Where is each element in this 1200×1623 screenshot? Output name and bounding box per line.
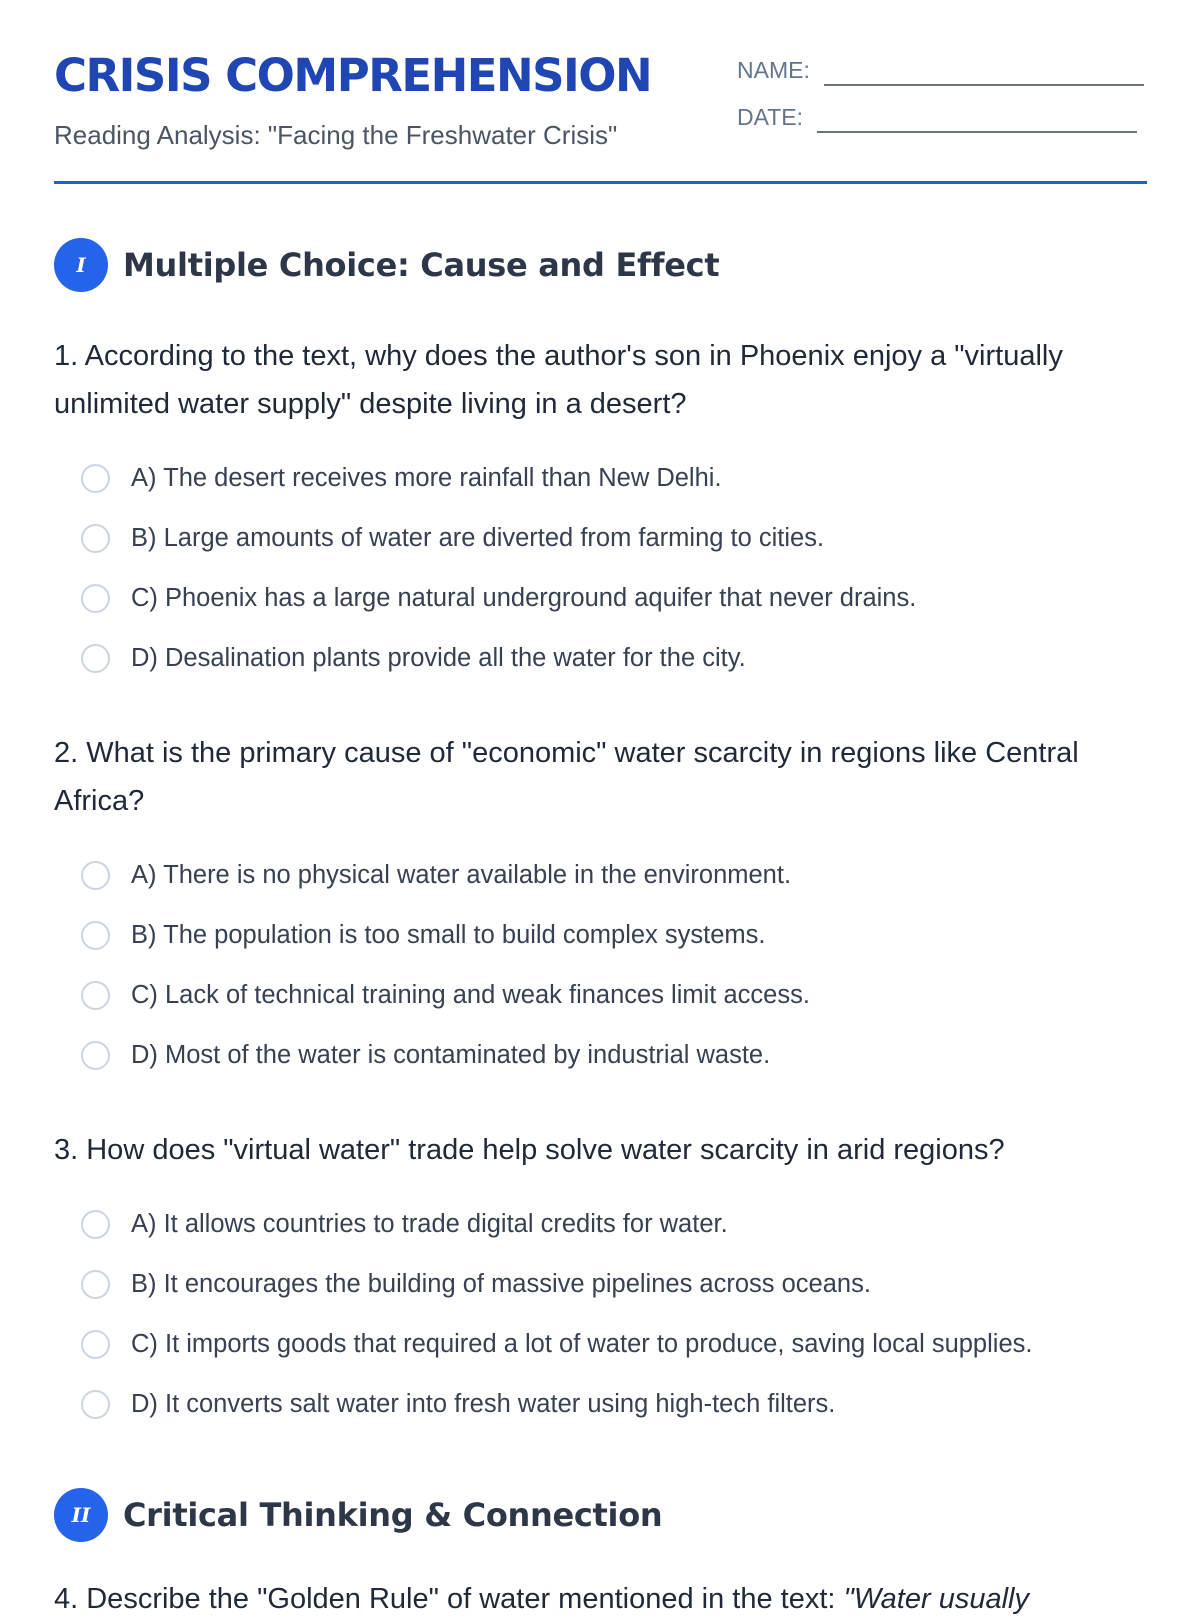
- radio-button[interactable]: [81, 464, 110, 493]
- date-label: DATE:: [737, 104, 804, 130]
- question-1: [54, 332, 1147, 688]
- radio-button[interactable]: [81, 1041, 110, 1070]
- option-b[interactable]: [54, 905, 1147, 965]
- option-label: B) Large amounts of water are diverted from farming to cities.: [131, 523, 825, 552]
- radio-button[interactable]: [81, 981, 110, 1010]
- radio-button[interactable]: [81, 584, 110, 613]
- name-label: NAME:: [737, 57, 810, 83]
- question-3: [54, 1126, 1147, 1434]
- option-c[interactable]: [54, 965, 1147, 1025]
- radio-button[interactable]: [81, 1210, 110, 1239]
- option-label: D) Most of the water is contaminated by industrial waste.: [131, 1040, 771, 1069]
- option-d[interactable]: [54, 628, 1147, 688]
- option-label: A) It allows countries to trade digital credits for water.: [131, 1209, 728, 1238]
- section-title: Critical Thinking & Connection: [123, 1496, 663, 1534]
- answer-options: [54, 448, 1147, 688]
- date-input-line[interactable]: [817, 101, 1137, 133]
- option-label: C) Phoenix has a large natural underground aquifer that never drains.: [131, 583, 917, 612]
- date-field: [737, 101, 1137, 133]
- name-input-line[interactable]: [824, 54, 1144, 86]
- radio-button[interactable]: [81, 524, 110, 553]
- radio-button[interactable]: [81, 861, 110, 890]
- option-label: B) The population is too small to build complex systems.: [131, 920, 766, 949]
- option-a[interactable]: [54, 1194, 1147, 1254]
- option-label: D) Desalination plants provide all the water for the city.: [131, 643, 746, 672]
- page-subtitle: Reading Analysis: "Facing the Freshwater Crisis": [54, 120, 618, 150]
- radio-button[interactable]: [81, 1270, 110, 1299]
- name-field: [737, 54, 1144, 86]
- answer-options: [54, 1194, 1147, 1434]
- question-text: 1. According to the text, why does the author's son in Phoenix enjoy a "virtually unlimited water supply" despite living in a desert?: [54, 340, 1063, 420]
- option-c[interactable]: [54, 568, 1147, 628]
- section-number-badge: I: [54, 238, 108, 292]
- radio-button[interactable]: [81, 1390, 110, 1419]
- radio-button[interactable]: [81, 1330, 110, 1359]
- option-d[interactable]: [54, 1374, 1147, 1434]
- option-a[interactable]: [54, 448, 1147, 508]
- option-a[interactable]: [54, 845, 1147, 905]
- answer-options: [54, 845, 1147, 1085]
- option-c[interactable]: [54, 1314, 1147, 1374]
- section-heading-2: [54, 1488, 662, 1542]
- option-label: B) It encourages the building of massive pipelines across oceans.: [131, 1269, 871, 1298]
- option-label: C) It imports goods that required a lot of water to produce, saving local supplies.: [131, 1329, 1033, 1358]
- question-text: 2. What is the primary cause of "economic" water scarcity in regions like Central Africa?: [54, 737, 1079, 817]
- option-b[interactable]: [54, 1254, 1147, 1314]
- question-quote: "Water usually: [843, 1583, 1029, 1615]
- question-text: 3. How does "virtual water" trade help solve water scarcity in arid regions?: [54, 1134, 1005, 1166]
- radio-button[interactable]: [81, 921, 110, 950]
- option-b[interactable]: [54, 508, 1147, 568]
- option-label: D) It converts salt water into fresh water using high-tech filters.: [131, 1389, 836, 1418]
- section-heading-1: [54, 238, 719, 292]
- radio-button[interactable]: [81, 644, 110, 673]
- worksheet-header: [54, 0, 1147, 184]
- option-d[interactable]: [54, 1025, 1147, 1085]
- option-label: A) There is no physical water available in the environment.: [131, 860, 792, 889]
- question-2: [54, 729, 1147, 1085]
- option-label: C) Lack of technical training and weak finances limit access.: [131, 980, 810, 1009]
- section-number-badge: II: [54, 1488, 108, 1542]
- question-text: 4. Describe the "Golden Rule" of water mentioned in the text:: [54, 1583, 836, 1615]
- page-title: CRISIS COMPREHENSION: [54, 49, 652, 102]
- section-title: Multiple Choice: Cause and Effect: [123, 246, 720, 284]
- option-label: A) The desert receives more rainfall than New Delhi.: [131, 463, 722, 492]
- question-4: [54, 1575, 1147, 1623]
- worksheet-page: [54, 0, 1147, 1615]
